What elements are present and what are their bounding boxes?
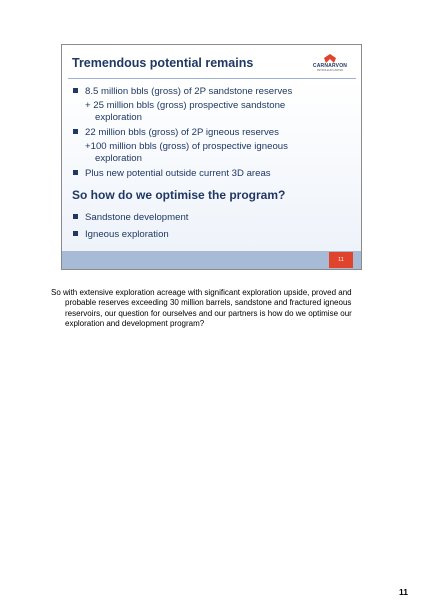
bullet-text: 8.5 million bbls (gross) of 2P sandstone reserves bbox=[85, 86, 293, 97]
logo-subtext: PETROLEUM LIMITED bbox=[316, 69, 344, 72]
page-number: 11 bbox=[399, 587, 408, 597]
speaker-notes bbox=[51, 288, 371, 330]
notes-paragraph: So with extensive exploration acreage with significant exploration upside, proved and probable reserves exceeding 30 million barrels, sandstone and fractured igneous reservoirs, our question for ourselves and our partners is how do we optimise our exploration and development program? bbox=[51, 288, 352, 329]
slide-question: So how do we optimise the program? bbox=[72, 188, 286, 202]
square-bullet-icon bbox=[73, 170, 78, 175]
bullet-text: Plus new potential outside current 3D areas bbox=[85, 168, 271, 179]
option-sandstone-development bbox=[73, 212, 188, 224]
square-bullet-icon bbox=[73, 88, 78, 93]
bullet-new-potential bbox=[73, 168, 271, 180]
bullet-sandstone-reserves bbox=[73, 86, 292, 98]
logo-mark-icon bbox=[324, 54, 336, 63]
sub-bullet-igneous-prospective-cont: exploration bbox=[95, 153, 142, 164]
bullet-text: 22 million bbls (gross) of 2P igneous reserves bbox=[85, 127, 279, 138]
sub-bullet-sandstone-prospective-cont: exploration bbox=[95, 112, 142, 123]
square-bullet-icon bbox=[73, 129, 78, 134]
square-bullet-icon bbox=[73, 214, 78, 219]
header-rule bbox=[68, 78, 356, 79]
slide-body bbox=[62, 81, 361, 251]
option-igneous-exploration bbox=[73, 229, 169, 241]
bullet-igneous-reserves bbox=[73, 127, 279, 139]
option-text: Igneous exploration bbox=[85, 229, 169, 240]
carnarvon-logo bbox=[307, 54, 353, 74]
slide-header bbox=[62, 45, 361, 79]
slide-number-badge: 11 bbox=[329, 252, 353, 268]
slide-footer bbox=[62, 251, 361, 269]
slide-image bbox=[61, 44, 362, 270]
sub-bullet-sandstone-prospective: + 25 million bbls (gross) prospective sandstone bbox=[85, 100, 286, 111]
square-bullet-icon bbox=[73, 231, 78, 236]
option-text: Sandstone development bbox=[85, 212, 189, 223]
slide-title: Tremendous potential remains bbox=[72, 56, 254, 70]
logo-text: CARNARVON bbox=[312, 63, 348, 69]
sub-bullet-igneous-prospective: +100 million bbls (gross) of prospective igneous bbox=[85, 141, 288, 152]
